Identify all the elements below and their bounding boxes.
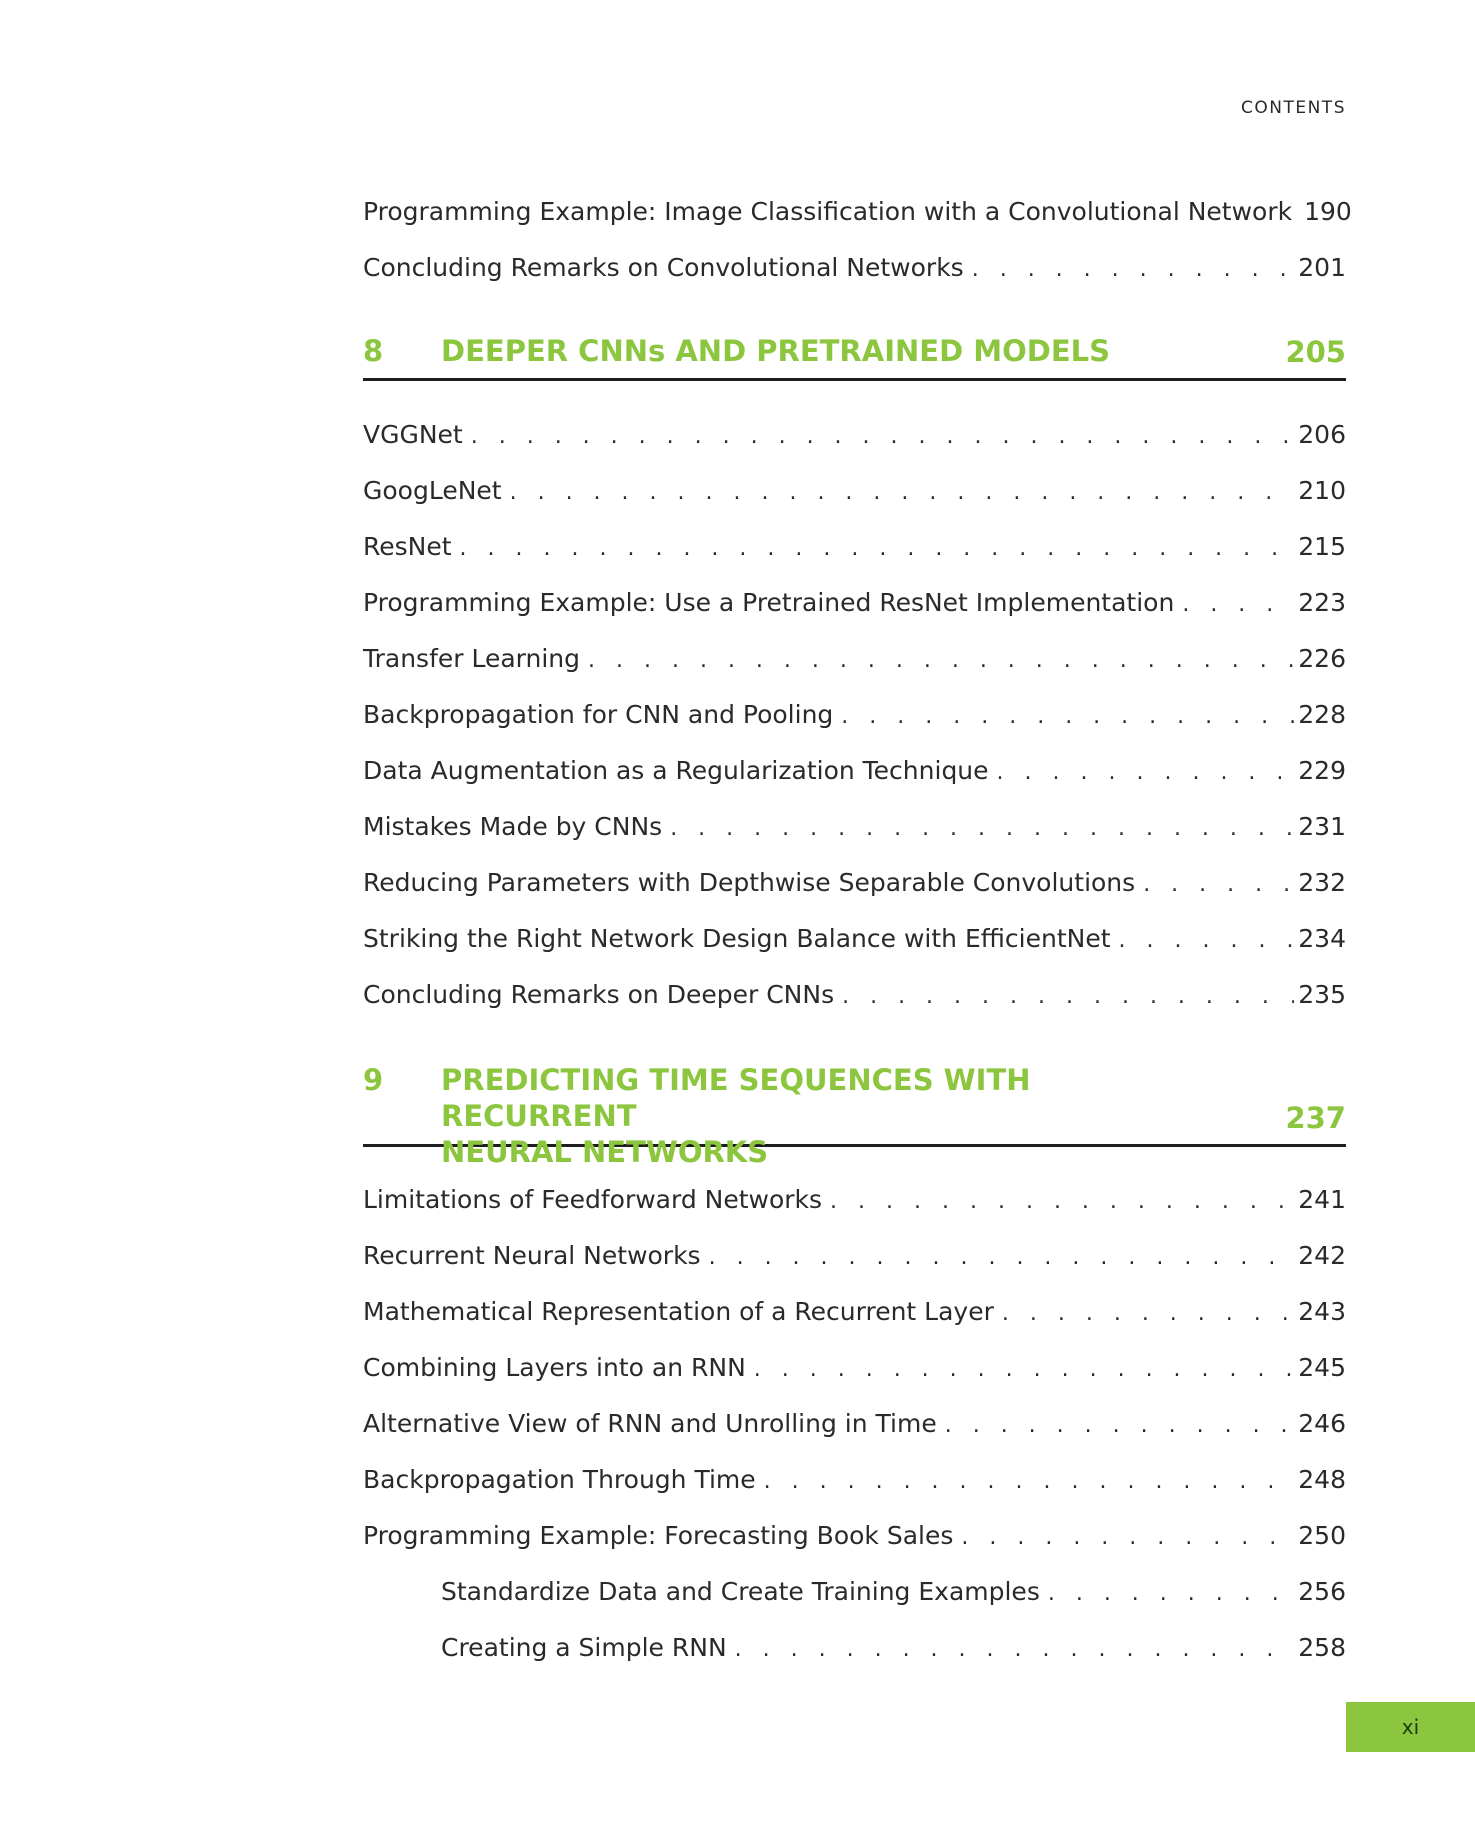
toc-entry[interactable] <box>363 1407 1346 1443</box>
dot-leader <box>842 980 1294 1014</box>
dot-leader <box>1182 588 1294 622</box>
toc-entry-page: 215 <box>1298 532 1346 561</box>
toc-entry-page: 231 <box>1298 812 1346 841</box>
toc-entry-page: 210 <box>1298 476 1346 505</box>
dot-leader <box>460 532 1295 566</box>
chapter-heading-9[interactable] <box>363 1062 1346 1169</box>
chapter-number: 8 <box>363 334 384 368</box>
toc-entry-page: 206 <box>1298 420 1346 449</box>
dot-leader <box>841 700 1294 734</box>
dot-leader <box>754 1353 1295 1387</box>
toc-entry[interactable] <box>363 642 1346 678</box>
toc-entry-title: Backpropagation for CNN and Pooling <box>363 700 834 729</box>
chapter-heading-8[interactable] <box>363 333 1346 381</box>
toc-entry-page: 201 <box>1298 253 1346 282</box>
chapter-page: 237 <box>1285 1101 1346 1135</box>
toc-entry-title: Standardize Data and Create Training Examples <box>441 1577 1040 1606</box>
dot-leader <box>972 253 1295 287</box>
chapter-title: DEEPER CNNs AND PRETRAINED MODELS <box>441 334 1110 368</box>
toc-entry[interactable] <box>363 866 1346 902</box>
toc-entry-title: Programming Example: Use a Pretrained ResNet Implementation <box>363 588 1175 617</box>
toc-entry[interactable] <box>363 418 1346 454</box>
toc-entry-page: 235 <box>1298 980 1346 1009</box>
toc-entry-page: 190 <box>1304 197 1352 226</box>
toc-entry-title: Recurrent Neural Networks <box>363 1241 701 1270</box>
toc-entry-title: ResNet <box>363 532 452 561</box>
toc-entry-page: 256 <box>1298 1577 1346 1606</box>
chapter-number: 9 <box>363 1063 384 1097</box>
chapter-title-line-2: NEURAL NETWORKS <box>441 1135 769 1169</box>
toc-entry-title: Combining Layers into an RNN <box>363 1353 746 1382</box>
toc-entry-title: Reducing Parameters with Depthwise Separable Convolutions <box>363 868 1136 897</box>
toc-entry-page: 241 <box>1298 1185 1346 1214</box>
dot-leader <box>735 1633 1295 1667</box>
dot-leader <box>830 1185 1294 1219</box>
dot-leader <box>945 1409 1295 1443</box>
toc-entry[interactable] <box>363 1519 1346 1555</box>
toc-entry-page: 242 <box>1298 1241 1346 1270</box>
toc-entry-page: 250 <box>1298 1521 1346 1550</box>
dot-leader <box>1002 1297 1294 1331</box>
toc-entry-title: Programming Example: Image Classification with a Convolutional Network <box>363 197 1293 226</box>
toc-entry[interactable] <box>363 1183 1346 1219</box>
toc-entry-page: 223 <box>1298 588 1346 617</box>
dot-leader <box>471 420 1295 454</box>
toc-entry-title: VGGNet <box>363 420 463 449</box>
toc-entry-title: Programming Example: Forecasting Book Sales <box>363 1521 954 1550</box>
toc-entry[interactable] <box>363 1351 1346 1387</box>
toc-entry-title: Data Augmentation as a Regularization Technique <box>363 756 989 785</box>
chapter-page: 205 <box>1285 335 1346 369</box>
toc-entry-title: Mistakes Made by CNNs <box>363 812 663 841</box>
toc-entry-page: 232 <box>1298 868 1346 897</box>
toc-entry[interactable] <box>363 754 1346 790</box>
toc-entry-title: Concluding Remarks on Deeper CNNs <box>363 980 835 1009</box>
page-number-tab <box>1346 1702 1475 1752</box>
dot-leader <box>1048 1577 1294 1611</box>
toc-entry-title: Transfer Learning <box>363 644 581 673</box>
toc-entry-page: 229 <box>1298 756 1346 785</box>
toc-entry[interactable] <box>363 586 1346 622</box>
dot-leader <box>670 812 1294 846</box>
toc-entry-title: Backpropagation Through Time <box>363 1465 756 1494</box>
toc-entry[interactable] <box>363 195 1352 231</box>
toc-entry-title: Concluding Remarks on Convolutional Networks <box>363 253 964 282</box>
toc-entry-title: Striking the Right Network Design Balance with EfficientNet <box>363 924 1111 953</box>
toc-entry[interactable] <box>363 698 1346 734</box>
dot-leader <box>1119 924 1295 958</box>
dot-leader <box>961 1521 1294 1555</box>
page-number: xi <box>1401 1715 1420 1739</box>
toc-entry[interactable] <box>363 922 1346 958</box>
toc-entry[interactable] <box>363 1463 1346 1499</box>
toc-subentry[interactable] <box>441 1631 1346 1667</box>
toc-entry-page: 246 <box>1298 1409 1346 1438</box>
toc-entry-page: 258 <box>1298 1633 1346 1662</box>
dot-leader <box>709 1241 1295 1275</box>
toc-entry-title: Alternative View of RNN and Unrolling in Time <box>363 1409 937 1438</box>
toc-entry[interactable] <box>363 810 1346 846</box>
toc-entry[interactable] <box>363 251 1346 287</box>
toc-entry[interactable] <box>363 978 1346 1014</box>
toc-entry-page: 243 <box>1298 1297 1346 1326</box>
dot-leader <box>764 1465 1295 1499</box>
toc-entry-page: 228 <box>1298 700 1346 729</box>
chapter-title-line-1: PREDICTING TIME SEQUENCES WITH RECURRENT <box>441 1063 1031 1133</box>
dot-leader <box>997 756 1295 790</box>
toc-entry-page: 245 <box>1298 1353 1346 1382</box>
dot-leader <box>588 644 1294 678</box>
toc-entry[interactable] <box>363 1295 1346 1331</box>
toc-entry-page: 226 <box>1298 644 1346 673</box>
toc-entry-page: 234 <box>1298 924 1346 953</box>
toc-entry-page: 248 <box>1298 1465 1346 1494</box>
running-head: CONTENTS <box>1241 98 1346 118</box>
dot-leader <box>510 476 1295 510</box>
toc-entry-title: Creating a Simple RNN <box>441 1633 727 1662</box>
toc-entry-title: Mathematical Representation of a Recurrent Layer <box>363 1297 994 1326</box>
toc-entry[interactable] <box>363 474 1346 510</box>
toc-entry-title: GoogLeNet <box>363 476 502 505</box>
toc-entry[interactable] <box>363 530 1346 566</box>
toc-subentry[interactable] <box>441 1575 1346 1611</box>
dot-leader <box>1143 868 1294 902</box>
toc-entry[interactable] <box>363 1239 1346 1275</box>
toc-entry-title: Limitations of Feedforward Networks <box>363 1185 823 1214</box>
